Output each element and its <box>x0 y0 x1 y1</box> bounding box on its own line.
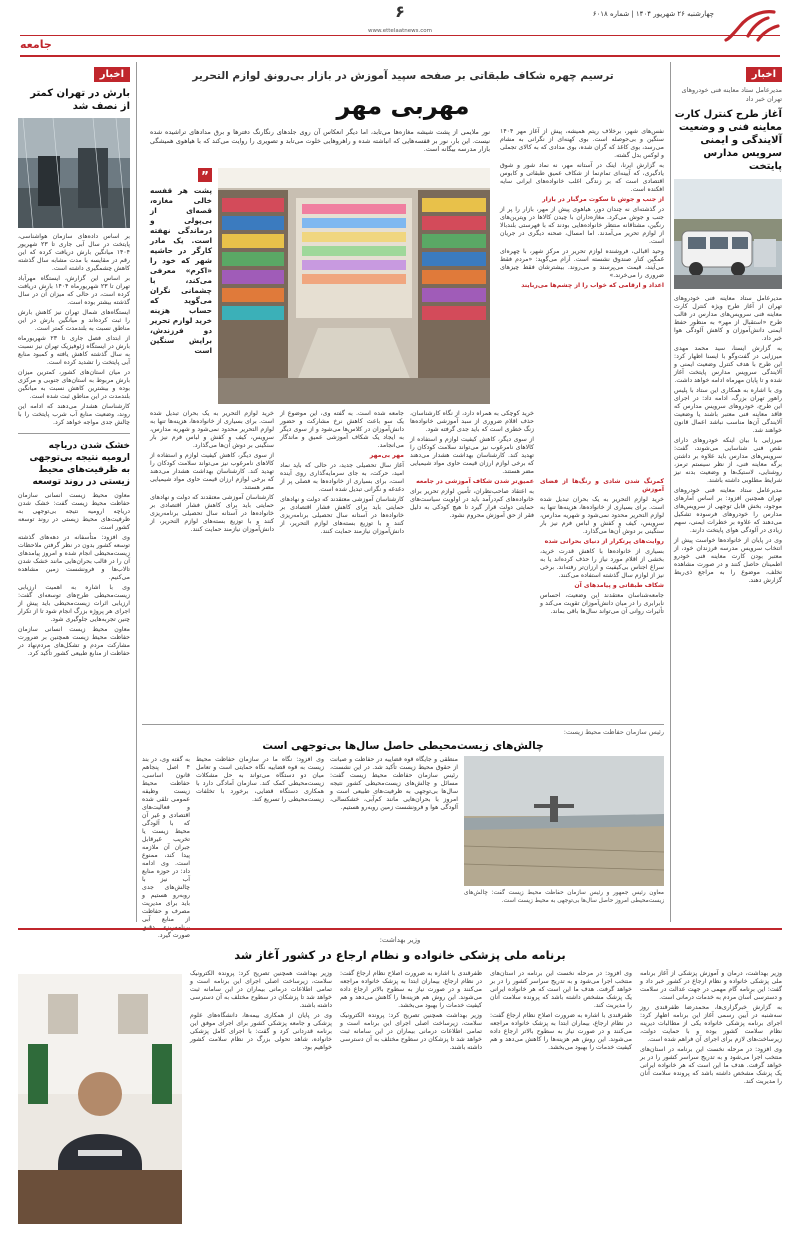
bottom-paragraph: به گزارش خبرگزاری‌ها، محمدرضا ظفرقندی روز سه‌شنبه در آیین رسمی آغاز این برنامه اظهار کرد: اجرای برنامه پزشکی خانواده یکی از مطالبات دیرینه نظام سلامت کشور بوده و با حمایت دولت، زیرساخت‌های لازم برای اجرای آن فراهم شده است. <box>640 1004 782 1043</box>
bottom-paragraph: وی افزود: در مرحله نخست این برنامه در استان‌های منتخب اجرا می‌شود و به تدریج سراسر کشور را در بر خواهد گرفت. هدف ما این است که هر خانواده ایرانی یک پزشک مشخص داشته باشد که پرونده سلامت آنان را مدیریت کند. <box>490 970 632 1009</box>
health-minister-photo <box>18 974 182 1224</box>
main-subhead: مهر بی‌مهر <box>369 452 404 459</box>
main-kicker: ترسیم چهره شکاف طبقاتی بر صفحه سپید آموزش در بازار بی‌رونق لوازم التحریر <box>192 70 614 82</box>
left-news-tag: اخبار <box>94 67 130 82</box>
rain-street-photo <box>18 118 130 228</box>
bottom-headline: برنامه ملی پزشکی خانواده و نظام ارجاع در کشور آغاز شد <box>234 948 566 962</box>
environment-photo2-caption: معاون رئیس جمهور و رئیس سازمان حفاظت محیط زیست گفت: چالش‌های زیست‌محیطی امروز حاصل سال‌ها بی‌توجهی به محیط زیست است. <box>464 890 664 904</box>
right-news-paragraph: وی در پایان از خانواده‌ها خواست پیش از انتخاب سرویس مدرسه فرزندان خود، از معتبر بودن کارت معاینه فنی خودرو اطمینان حاصل کنند و در صورت مشاهده تخلف، موضوع را به مراجع ذی‌ربط گزارش دهند. <box>674 537 782 584</box>
bottom-paragraph: وی در پایان از همکاری بیمه‌ها، دانشگاه‌های علوم پزشکی و جامعه پزشکی کشور برای اجرای موفق این برنامه قدردانی کرد و گفت: با اجرای کامل پزشکی خانواده، شاهد تحولی بزرگ در نظام سلامت کشور خواهیم بود. <box>190 1012 332 1051</box>
environment-photo-caption: رئیس سازمان حفاظت محیط زیست: <box>563 728 664 736</box>
right-news-kicker: مدیرعامل ستاد معاینه فنی خودروهای تهران خبر داد <box>681 86 782 103</box>
bottom-column-3 <box>340 970 482 1230</box>
bottom-paragraph: ظفرقندی با اشاره به ضرورت اصلاح نظام ارجاع گفت: در نظام ارجاع، بیماران ابتدا به پزشک خانواده مراجعه می‌کنند و در صورت نیاز به سطوح بالاتر ارجاع داده می‌شوند. این روش هم هزینه‌ها را کاهش می‌دهد و هم کیفیت خدمات را بهبود می‌بخشد. <box>340 970 482 1009</box>
rain-paragraph: در میان استان‌های کشور، کمترین میزان بارش مربوط به استان‌های جنوبی و مرکزی بوده و بیشترین کاهش نسبت به میانگین بلندمدت در این مناطق ثبت شده است. <box>18 369 130 400</box>
main-paragraph: وحید اقبالی، فروشنده لوازم تحریر در مرکز شهر، با چهره‌ای غمگین کنار صندوق نشسته است. آرام می‌گوید: «مردم فقط می‌آیند، قیمت می‌پرسند و می‌روند. بیشترشان فقط چیزهای ضروری را می‌خرند.» <box>500 248 664 279</box>
urmia-paragraph: معاون محیط زیست انسانی سازمان حفاظت محیط زیست همچنین بر ضرورت مشارکت مردم و تشکل‌های مردم‌نهاد در حفاظت از منابع طبیعی کشور تأکید کرد. <box>18 626 130 657</box>
urmia-paragraph: وی افزود: متأسفانه در دهه‌های گذشته توسعه کشور بدون در نظر گرفتن ملاحظات زیست‌محیطی انجام شده و امروز پیامدهای آن را در قالب بحران‌هایی مانند خشک شدن تالاب‌ها و فرونشست زمین مشاهده می‌کنیم. <box>18 534 130 581</box>
rain-paragraph: از ابتدای فصل جاری تا ۲۳ شهریورماه بارش در ایستگاه ژئوفیزیک تهران نیز نسبت به سال گذشته کاهش یافته و کمبود منابع آبی پایتخت را تشدید کرده است. <box>18 335 130 366</box>
left-news-column <box>18 62 130 922</box>
main-headline: مهربی مهر <box>336 92 470 120</box>
bottom-kicker: وزیر بهداشت: <box>379 936 421 944</box>
pullquote-text: پشت هر قفسه خالی مغازه، قصه‌ای از بی‌پولی و درماندگی نهفته است. یک مادر کارگر در حاشیه شهر که خود را «اکرم» معرفی می‌کند، با چشمانی نگران می‌گوید که حساب هزینه خرید لوازم تحریر دو فرزندش، برایش سنگین است <box>150 186 212 355</box>
main-subhead: عمیق‌تر شدن شکاف آموزشی در جامعه <box>416 478 534 485</box>
left-column-divider <box>136 62 137 922</box>
urmia-paragraph: معاون محیط زیست انسانی سازمان حفاظت محیط زیست گفت: خشک شدن دریاچه ارومیه نتیجه بی‌توجهی به ظرفیت‌های محیط زیستی در روند توسعه کشور است. <box>18 492 130 531</box>
main-paragraph: خرید لوازم التحریر به یک بحران تبدیل شده است. برای بسیاری از خانواده‌ها، هزینه‌ها تنها به لوازم التحریر محدود نمی‌شود و شهریه مدارس، سرویس، کیف و کفش و لباس فرم نیز بار سنگینی بر دوش آن‌ها می‌گذارد. <box>540 496 664 535</box>
bottom-column-1 <box>640 970 782 1230</box>
rain-paragraph: بر اساس این گزارش، ایستگاه مهرآباد تهران تا ۲۳ شهریورماه ۱۴۰۴ بارش دریافت کرده است، در حالی که میزان آن در سال گذشته بیشتر بوده است. <box>18 275 131 306</box>
bottom-column-2 <box>490 970 632 1230</box>
environment-body-c: به گفته وی، در بند ۴ اصل پنجاهم قانون اساسی، حفاظت محیط زیست وظیفه عمومی تلقی شده و فعالیت‌های اقتصادی و غیر آن که با آلودگی محیط زیست یا تخریب غیرقابل جبران آن ملازمه پیدا کند، ممنوع است. وی ادامه داد: در حوزه منابع آب نیز با چالش‌های جدی روبه‌رو هستیم و باید برای مدیریت مصرف و حفاظت از منابع آبی صورت گیرد. <box>142 756 190 939</box>
main-paragraph: آغاز سال تحصیلی جدید، در حالی که باید نماد امید، حرکت، به جای سرمایه‌گذاری روی آینده است، برای بسیاری از خانواده‌ها به فصلی پر از دغدغه و نگرانی تبدیل شده است. <box>280 462 404 493</box>
urmia-body <box>18 492 130 658</box>
main-paragraph: به اعتقاد صاحب‌نظران، تأمین لوازم تحریر برای خانواده‌های کم‌درآمد باید در اولویت سیاست‌های حمایتی دولت قرار گیرد تا هیچ کودکی به دلیل فقر از حق آموزش محروم نشود. <box>410 488 534 519</box>
main-paragraph: بسیاری از خانواده‌ها با کاهش قدرت خرید، بخشی از اقلام مورد نیاز را حذف کرده‌اند یا به سراغ اجناس بی‌کیفیت و ارزان‌تر رفته‌اند. برخی نیز از لوازم سال گذشته استفاده می‌کنند. <box>540 548 664 579</box>
main-lead: نور ملایمی از پشت شیشه مغازه‌ها می‌تابد، اما دیگر انعکاس آن روی جلدهای رنگارنگ دفترها و برق مدادهای تراشیده شده نیست. این بار، نور بر قفسه‌هایی که انباشته شده و راهروهایی خلوت می‌تابد و تصویری را روایت می‌کند که با هیاهوی همیشگی بازار مدرسه بیگانه است. <box>150 128 490 153</box>
main-paragraph: در گذشته‌ای نه چندان دور، هیاهوی پیش از مهر، بازار را پر از جنب و جوش می‌کرد. مغازه‌داران با چیدن کالاها در ویترین‌های رنگین، مشتاقانه منتظر خانواده‌هایی بودند که با فهرستی بلندبالا از لوازم تحریر می‌آمدند. اما امسال، صحنه دیگری در جریان است. <box>500 206 664 245</box>
right-column-divider <box>670 62 671 922</box>
main-paragraph: خرید لوازم التحریر به یک بحران تبدیل شده است. برای بسیاری از خانواده‌ها، هزینه‌ها تنها به لوازم التحریر محدود نمی‌شود و شهریه مدارس، سرویس، کیف و کفش و لباس فرم نیز بار سنگینی بر دوش آن‌ها می‌گذارد. <box>150 410 274 449</box>
environment-top-rule <box>142 724 664 725</box>
main-paragraph: نفس‌های شهر، برخلاف ریتم همیشه، پیش از آغاز مهر ۱۴۰۴ سنگین و بی‌حوصله است. بوی کهنه‌ای از نگرانی به مشام می‌رسد، بوی کاغذ که گران شده، بوی مدادی که به کالای تجملی و لوکس بدل گشته. <box>500 128 664 159</box>
environment-photo <box>464 756 664 886</box>
right-news-headline: آغاز طرح کنترل کارت معاینه فنی و وضعیت آلایندگی و ایمنی سرویس مدارس پایتخت <box>674 109 782 172</box>
main-subhead: شکاف طبقاتی و پیامدهای آن <box>574 582 664 589</box>
main-subhead: اعداد و ارقامی که خواب را از چشم‌ها می‌ربایند <box>521 282 664 289</box>
date-line: چهارشنبه ۲۶ شهریور ۱۴۰۴ | شماره ۶۰۱۸ <box>592 10 714 18</box>
main-column-4 <box>280 410 404 718</box>
bottom-paragraph: وزیر بهداشت همچنین تصریح کرد: پرونده الکترونیک سلامت، زیرساخت اصلی اجرای این برنامه است و تمامی اطلاعات درمانی بیماران در این سامانه ثبت خواهد شد تا پزشکان در سطوح مختلف به آن دسترسی داشته باشند. <box>340 1012 482 1051</box>
main-paragraph: جامعه شده است. به گفته وی، این موضوع از یک سو باعث کاهش نرخ مشارکت و حضور دانش‌آموزان در کلاس‌ها می‌شود و از سوی دیگر به ایجاد یک شکاف آموزشی عمیق و ماندگار می‌انجامد. <box>280 410 404 449</box>
right-news-column <box>674 62 782 922</box>
website[interactable]: www.ettelaatnews.com <box>368 28 432 34</box>
main-column-5 <box>150 410 274 718</box>
stationery-shop-photo <box>218 168 490 404</box>
rain-headline: بارش در تهران کمتر از نصف شد <box>30 88 130 112</box>
right-news-paragraph: میرزایی با بیان اینکه خودروهای دارای نقص فنی شناسایی می‌شوند، گفت: سرویس‌های مدارس باید علاوه بر داشتن برگه معاینه فنی، از نظر سیستم ترمز، روشنایی، لاستیک‌ها و وضعیت بدنه نیز شرایط مطلوبی داشته باشند. <box>674 437 782 484</box>
urmia-headline: خشک شدن دریاچه ارومیه نتیجه بی‌توجهی به ظرفیت‌های محیط زیستی در روند توسعه <box>29 441 130 487</box>
bottom-paragraph: وزیر بهداشت همچنین تصریح کرد: پرونده الکترونیک سلامت، زیرساخت اصلی اجرای این برنامه است و تمامی اطلاعات درمانی بیماران در این سامانه ثبت خواهد شد تا پزشکان در سطوح مختلف به آن دسترسی داشته باشند. <box>190 970 332 1009</box>
bottom-column-4 <box>190 970 332 1230</box>
rain-paragraph: ایستگاه‌های شمال تهران نیز کاهش بارش را ثبت کرده‌اند و میانگین بارش در این مناطق نسبت به بلندمدت کمتر است. <box>18 309 130 332</box>
main-paragraph: جامعه‌شناسان معتقدند این وضعیت، احساس نابرابری را در میان دانش‌آموزان تقویت می‌کند و تأثیرات روانی آن می‌تواند سال‌ها باقی بماند. <box>540 592 664 615</box>
bottom-paragraph: وی افزود: در مرحله نخست این برنامه در استان‌های منتخب اجرا می‌شود و به تدریج سراسر کشور را در بر خواهد گرفت. هدف ما این است که هر خانواده ایرانی یک پزشک مشخص داشته باشد که پرونده سلامت آنان را مدیریت کند. <box>640 1046 782 1085</box>
right-news-paragraph: مدیرعامل ستاد معاینه فنی خودروهای تهران همچنین افزود: بر اساس آمارهای موجود، بخش قابل توجهی از سرویس‌های مدارس را خودروهای فرسوده تشکیل می‌دهند که علاوه بر خطرات ایمنی، سهم زیادی در آلودگی هوای پایتخت دارند. <box>674 487 782 534</box>
bottom-paragraph: وزیر بهداشت، درمان و آموزش پزشکی از آغاز برنامه ملی پزشکی خانواده و نظام ارجاع در کشور خبر داد و گفت: این برنامه گام مهمی در جهت عدالت در سلامت و دسترسی آسان مردم به خدمات درمانی است. <box>640 970 782 1001</box>
rain-paragraph: کارشناسان هشدار می‌دهند که ادامه این روند، وضعیت منابع آب شرب پایتخت را با چالش جدی مواجه خواهد کرد. <box>18 403 130 426</box>
urmia-paragraph: وی با اشاره به اهمیت ارزیابی زیست‌محیطی طرح‌های توسعه‌ای گفت: ارزیابی اثرات زیست‌محیطی باید پیش از اجرای هر پروژه بزرگ انجام شود تا از تکرار چنین تجربه‌هایی جلوگیری شود. <box>18 584 130 623</box>
main-paragraph: کارشناسان آموزشی معتقدند که دولت و نهادهای حمایتی باید برای کاهش فشار اقتصادی بر خانواده‌ها در آستانه سال تحصیلی برنامه‌ریزی کنند و با توزیع بسته‌های لوازم التحریر، از دانش‌آموزان نیازمند حمایت کنند. <box>150 494 274 533</box>
bottom-paragraph: ظفرقندی با اشاره به ضرورت اصلاح نظام ارجاع گفت: در نظام ارجاع، بیماران ابتدا به پزشک خانواده مراجعه می‌کنند و در صورت نیاز به سطوح بالاتر ارجاع داده می‌شوند. این روش هم هزینه‌ها را کاهش می‌دهد و هم کیفیت خدمات را بهبود می‌بخشد. <box>490 1012 632 1051</box>
environment-headline: چالش‌های زیست‌محیطی حاصل سال‌ها بی‌توجهی است <box>262 740 544 752</box>
masthead-top-rule <box>20 35 780 36</box>
right-news-body <box>674 295 782 585</box>
main-paragraph: از سوی دیگر، کاهش کیفیت لوازم و استفاده از کالاهای نامرغوب نیز می‌تواند سلامت کودکان را تهدید کند. کارشناسان بهداشت هشدار می‌دهند که برخی لوازم ارزان قیمت حاوی مواد شیمیایی مضر هستند. <box>410 436 534 475</box>
right-news-paragraph: به گزارش ایسنا، سید محمد مهدی میرزایی در گفت‌وگو با ایسنا اظهار کرد: این طرح با هدف کنترل وضعیت ایمنی و آلایندگی سرویس مدارس پایتخت آغاز شده و تا پایان مهرماه ادامه خواهد داشت. <box>674 345 782 384</box>
logo <box>722 6 782 44</box>
right-news-tag: اخبار <box>746 67 782 82</box>
masthead-bottom-rule <box>20 55 780 57</box>
main-paragraph: خرید کوچکی به همراه دارد، از نگاه کارشناسان، حذف اقلام ضروری از سبد آموزشی خانواده‌ها زنگ خطری است که باید جدی گرفته شود. <box>410 410 534 433</box>
environment-body-b: وی افزود: نگاه ما در سازمان حفاظت محیط زیست به قوه قضاییه نگاه حمایتی است و تعامل میان دو دستگاه می‌تواند به حل مشکلات زیست‌محیطی کمک کند. سازمان آمادگی دارد با همکاری دستگاه قضایی، برخورد با تخلفات زیست‌محیطی را تسریع کند. <box>196 756 324 803</box>
rain-body <box>18 233 130 427</box>
main-paragraph: از سوی دیگر، کاهش کیفیت لوازم و استفاده از کالاهای نامرغوب نیز می‌تواند سلامت کودکان را تهدید کند. کارشناسان بهداشت هشدار می‌دهند که برخی لوازم ارزان قیمت حاوی مواد شیمیایی مضر هستند. <box>150 452 274 491</box>
environment-body-a: منطقی و جایگاه قوه قضاییه در حفاظت و صیانت از حقوق محیط زیست تأکید شد. در این نشست، رئیس سازمان حفاظت محیط زیست گفت: مسائل و چالش‌های زیست‌محیطی کشور نتیجه سال‌ها بی‌توجهی به ظرفیت‌های طبیعی است و امروز با بحران‌هایی مانند کم‌آبی، خشکسالی، آلودگی هوا و فرونشست زمین روبه‌رو هستیم. <box>330 756 458 811</box>
right-news-paragraph: وی با اشاره به همکاری این ستاد با پلیس راهور تهران بزرگ، ادامه داد: در اجرای این طرح، خودروهای سرویس مدارس که فاقد معاینه فنی معتبر باشند یا وضعیت آلایندگی آن‌ها مناسب نباشد اعمال قانون خواهند شد. <box>674 387 782 434</box>
main-paragraph: به گزارش ایرنا، اینک در آستانه مهر، نه نماد شور و شوق یادگیری، که آیینه‌ای تمام‌نما از شکاف عمیق طبقاتی و کابوس اقتصادی است که بر زندگی اغلب خانواده‌های ایرانی سایه افکنده است. <box>500 162 664 193</box>
section-title: جامعه <box>20 38 52 51</box>
main-paragraph: کارشناسان آموزشی معتقدند که دولت و نهادهای حمایتی باید برای کاهش فشار اقتصادی بر خانواده‌ها در آستانه سال تحصیلی برنامه‌ریزی کنند و با توزیع بسته‌های لوازم التحریر، از دانش‌آموزان نیازمند حمایت کنند. <box>280 496 404 535</box>
main-subhead: از جنب و جوش تا سکوت مرگبار در بازار <box>542 196 664 203</box>
bottom-section-rule <box>18 928 782 930</box>
page-number: ۶ <box>395 2 405 21</box>
school-van-photo <box>674 179 782 289</box>
main-column-3 <box>410 410 534 718</box>
quote-icon: ” <box>198 168 212 182</box>
main-column-2 <box>540 478 664 718</box>
main-subhead: کمرنگ شدن شادی و رنگ‌ها از فضای آموزش <box>540 478 664 493</box>
masthead <box>0 0 800 58</box>
rain-paragraph: بر اساس داده‌های سازمان هواشناسی، پایتخت در سال آبی جاری تا ۲۳ شهریور ۱۴۰۴ میانگین بارش دریافت کرده که این رقم در مقایسه با مدت مشابه سال گذشته کاهش چشمگیری داشته است. <box>18 233 131 272</box>
right-news-paragraph: مدیرعامل ستاد معاینه فنی خودروهای تهران از آغاز طرح ویژه کنترل کارت معاینه فنی سرویس‌های مدارس در قالب طرح «استقبال از مهر» به منظور حفظ ایمنی دانش‌آموزان و کاهش آلودگی هوا خبر داد. <box>674 295 782 342</box>
main-subhead: روایت‌های پرتکرار از دنیای بحرانی شده <box>544 538 664 545</box>
left-news-separator <box>18 433 130 434</box>
pullquote-box <box>150 168 212 404</box>
